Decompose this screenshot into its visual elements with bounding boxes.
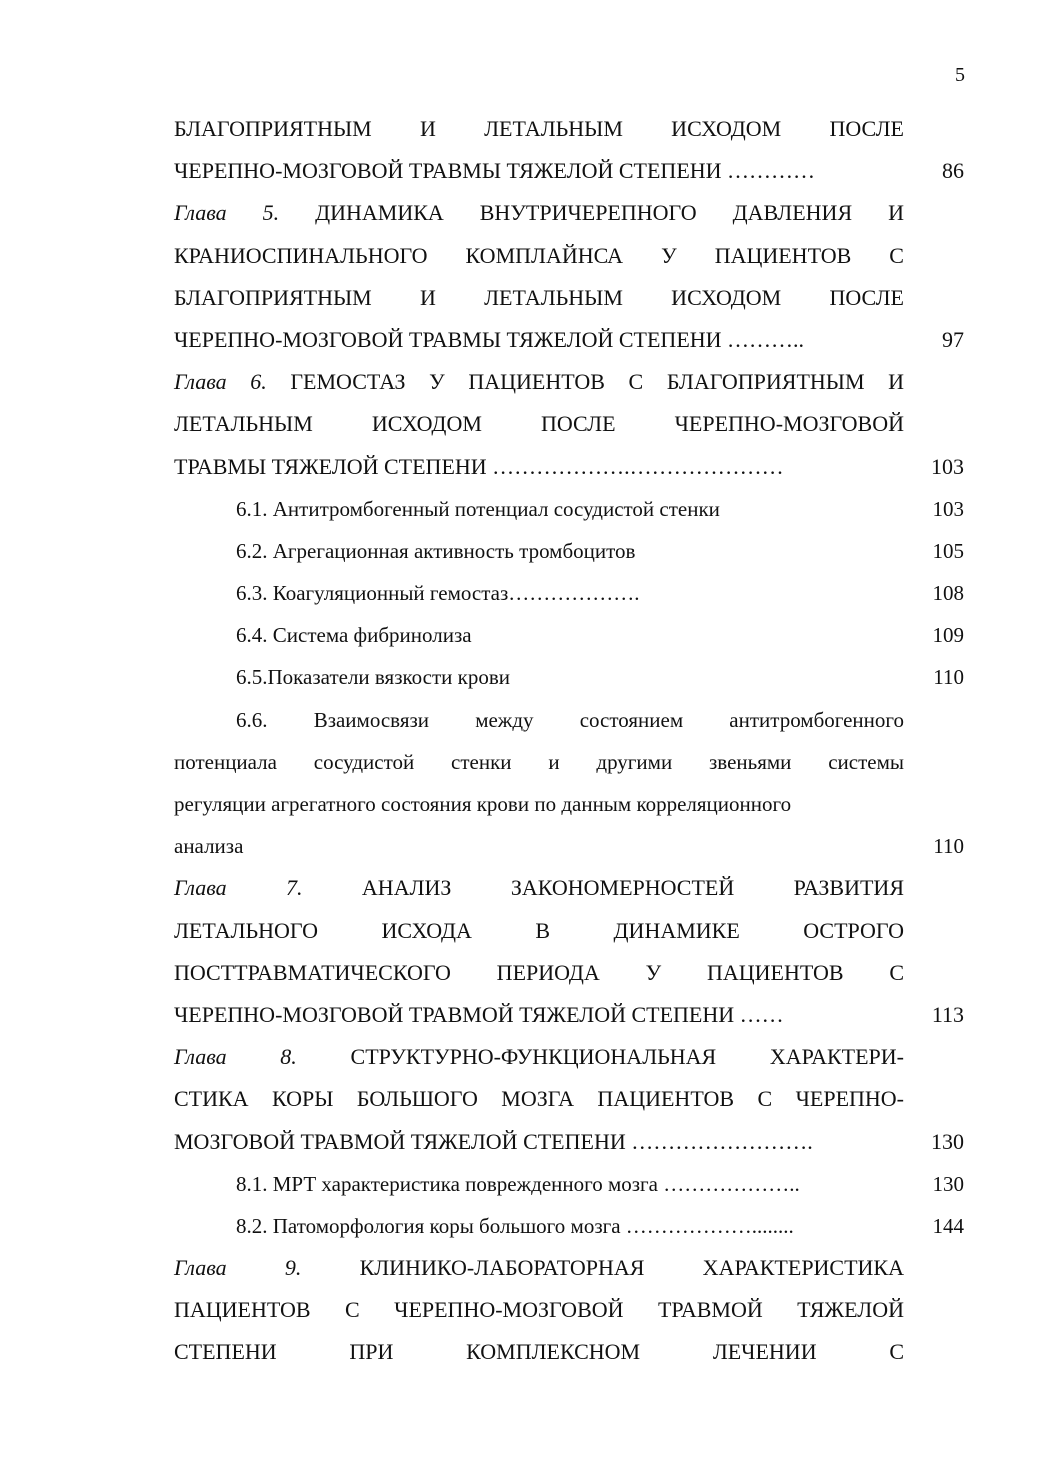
toc-line xyxy=(174,530,964,572)
toc-line xyxy=(174,235,964,277)
toc-line xyxy=(174,741,964,783)
toc-page-number: 86 xyxy=(942,158,964,184)
toc-line-text: СТЕПЕНИ ПРИ КОМПЛЕКСНОМ ЛЕЧЕНИИ С xyxy=(174,1339,904,1365)
toc-line-text: ЧЕРЕПНО-МОЗГОВОЙ ТРАВМОЙ ТЯЖЕЛОЙ СТЕПЕНИ …… xyxy=(174,1001,784,1027)
toc-line-text xyxy=(174,1036,904,1078)
toc-line xyxy=(174,1205,964,1247)
toc-line-text: ЧЕРЕПНО-МОЗГОВОЙ ТРАВМЫ ТЯЖЕЛОЙ СТЕПЕНИ ………… xyxy=(174,158,816,184)
toc-line-text: БЛАГОПРИЯТНЫМ И ЛЕТАЛЬНЫМ ИСХОДОМ ПОСЛЕ xyxy=(174,284,904,310)
chapter-label: Глава 7. xyxy=(174,875,303,901)
toc-page-number: 144 xyxy=(932,1213,964,1238)
toc-page-number: 105 xyxy=(932,538,964,563)
toc-line xyxy=(174,192,964,234)
toc-line xyxy=(174,994,964,1036)
toc-line xyxy=(174,656,964,698)
toc-line-text: 6.4. Система фибринолиза xyxy=(236,623,472,648)
toc-page-number: 110 xyxy=(933,665,964,690)
toc-line xyxy=(174,403,964,445)
toc-line-text: ЛЕТАЛЬНЫМ ИСХОДОМ ПОСЛЕ ЧЕРЕПНО-МОЗГОВОЙ xyxy=(174,411,904,437)
chapter-label: Глава 6. xyxy=(174,369,267,395)
toc-page-number: 97 xyxy=(942,326,964,352)
chapter-title: АНАЛИЗ ЗАКОНОМЕРНОСТЕЙ РАЗВИТИЯ xyxy=(361,875,904,901)
toc-line xyxy=(174,783,964,825)
toc-page-number: 130 xyxy=(932,1171,964,1196)
toc-line-text: ЧЕРЕПНО-МОЗГОВОЙ ТРАВМЫ ТЯЖЕЛОЙ СТЕПЕНИ ……….. xyxy=(174,326,805,352)
page-number: 5 xyxy=(955,64,965,86)
toc-line xyxy=(174,488,964,530)
toc-line-text: потенциала сосудистой стенки и другими звеньями системы xyxy=(174,749,904,774)
toc-line-text xyxy=(174,867,904,909)
toc-line-text: КРАНИОСПИНАЛЬНОГО КОМПЛАЙНСА У ПАЦИЕНТОВ С xyxy=(174,242,904,268)
toc-line xyxy=(174,699,964,741)
chapter-label: Глава 9. xyxy=(174,1255,302,1281)
table-of-contents xyxy=(174,108,964,1374)
chapter-title: ДИНАМИКА ВНУТРИЧЕРЕПНОГО ДАВЛЕНИЯ И xyxy=(315,200,904,226)
chapter-title: ГЕМОСТАЗ У ПАЦИЕНТОВ С БЛАГОПРИЯТНЫМ И xyxy=(290,369,905,395)
toc-line xyxy=(174,319,964,361)
toc-line xyxy=(174,1036,964,1078)
toc-line xyxy=(174,572,964,614)
chapter-title: СТРУКТУРНО-ФУНКЦИОНАЛЬНАЯ ХАРАКТЕРИ- xyxy=(350,1044,904,1070)
toc-line xyxy=(174,1289,964,1331)
toc-line-text: СТИКА КОРЫ БОЛЬШОГО МОЗГА ПАЦИЕНТОВ С ЧЕРЕПНО- xyxy=(174,1086,904,1112)
toc-line xyxy=(174,277,964,319)
toc-line-text: ПОСТТРАВМАТИЧЕСКОГО ПЕРИОДА У ПАЦИЕНТОВ С xyxy=(174,959,904,985)
toc-page-number: 130 xyxy=(931,1128,964,1154)
toc-line xyxy=(174,910,964,952)
toc-line-text: 8.1. МРТ характеристика поврежденного мозга ……………….. xyxy=(236,1171,800,1196)
toc-line-text: 8.2. Патоморфология коры большого мозга ………………........ xyxy=(236,1213,794,1238)
toc-line-text: БЛАГОПРИЯТНЫМ И ЛЕТАЛЬНЫМ ИСХОДОМ ПОСЛЕ xyxy=(174,116,904,141)
toc-page-number: 109 xyxy=(932,623,964,648)
toc-line xyxy=(174,1163,964,1205)
toc-line xyxy=(174,825,964,867)
toc-line xyxy=(174,614,964,656)
toc-line xyxy=(174,150,964,192)
toc-line xyxy=(174,361,964,403)
chapter-label: Глава 5. xyxy=(174,200,280,226)
toc-line-text: анализа xyxy=(174,834,244,859)
toc-line xyxy=(174,446,964,488)
toc-line xyxy=(174,952,964,994)
toc-line xyxy=(174,1331,964,1373)
chapter-label: Глава 8. xyxy=(174,1044,297,1070)
toc-line-text: 6.6. Взаимосвязи между состоянием антитромбогенного xyxy=(236,707,904,732)
toc-page-number: 103 xyxy=(932,496,964,521)
toc-page-number: 113 xyxy=(931,1001,964,1027)
toc-line xyxy=(174,1247,964,1289)
chapter-title: КЛИНИКО-ЛАБОРАТОРНАЯ ХАРАКТЕРИСТИКА xyxy=(359,1255,904,1281)
toc-line-text: 6.5.Показатели вязкости крови xyxy=(236,665,511,690)
toc-page-number: 103 xyxy=(931,453,964,479)
toc-line xyxy=(174,867,964,909)
toc-line-text: ТРАВМЫ ТЯЖЕЛОЙ СТЕПЕНИ ……………….………………… xyxy=(174,453,784,479)
toc-line-text: 6.2. Агрегационная активность тромбоцитов xyxy=(236,538,636,563)
toc-line xyxy=(174,1078,964,1120)
toc-line xyxy=(174,108,964,150)
toc-line-text: ЛЕТАЛЬНОГО ИСХОДА В ДИНАМИКЕ ОСТРОГО xyxy=(174,917,904,943)
toc-line xyxy=(174,1121,964,1163)
toc-line-text: МОЗГОВОЙ ТРАВМОЙ ТЯЖЕЛОЙ СТЕПЕНИ ……………………. xyxy=(174,1128,813,1154)
toc-line-text: 6.3. Коагуляционный гемостаз………………. xyxy=(236,581,640,606)
toc-line-text: ПАЦИЕНТОВ С ЧЕРЕПНО-МОЗГОВОЙ ТРАВМОЙ ТЯЖЕЛОЙ xyxy=(174,1297,904,1323)
toc-line-text: регуляции агрегатного состояния крови по данным корреляционного xyxy=(174,792,792,816)
toc-line-text xyxy=(174,361,904,403)
toc-line-text xyxy=(174,192,904,234)
toc-line-text xyxy=(174,1247,904,1289)
toc-page-number: 108 xyxy=(932,581,964,606)
toc-line-text: 6.1. Антитромбогенный потенциал сосудистой стенки xyxy=(236,496,720,521)
toc-page-number: 110 xyxy=(933,834,964,859)
